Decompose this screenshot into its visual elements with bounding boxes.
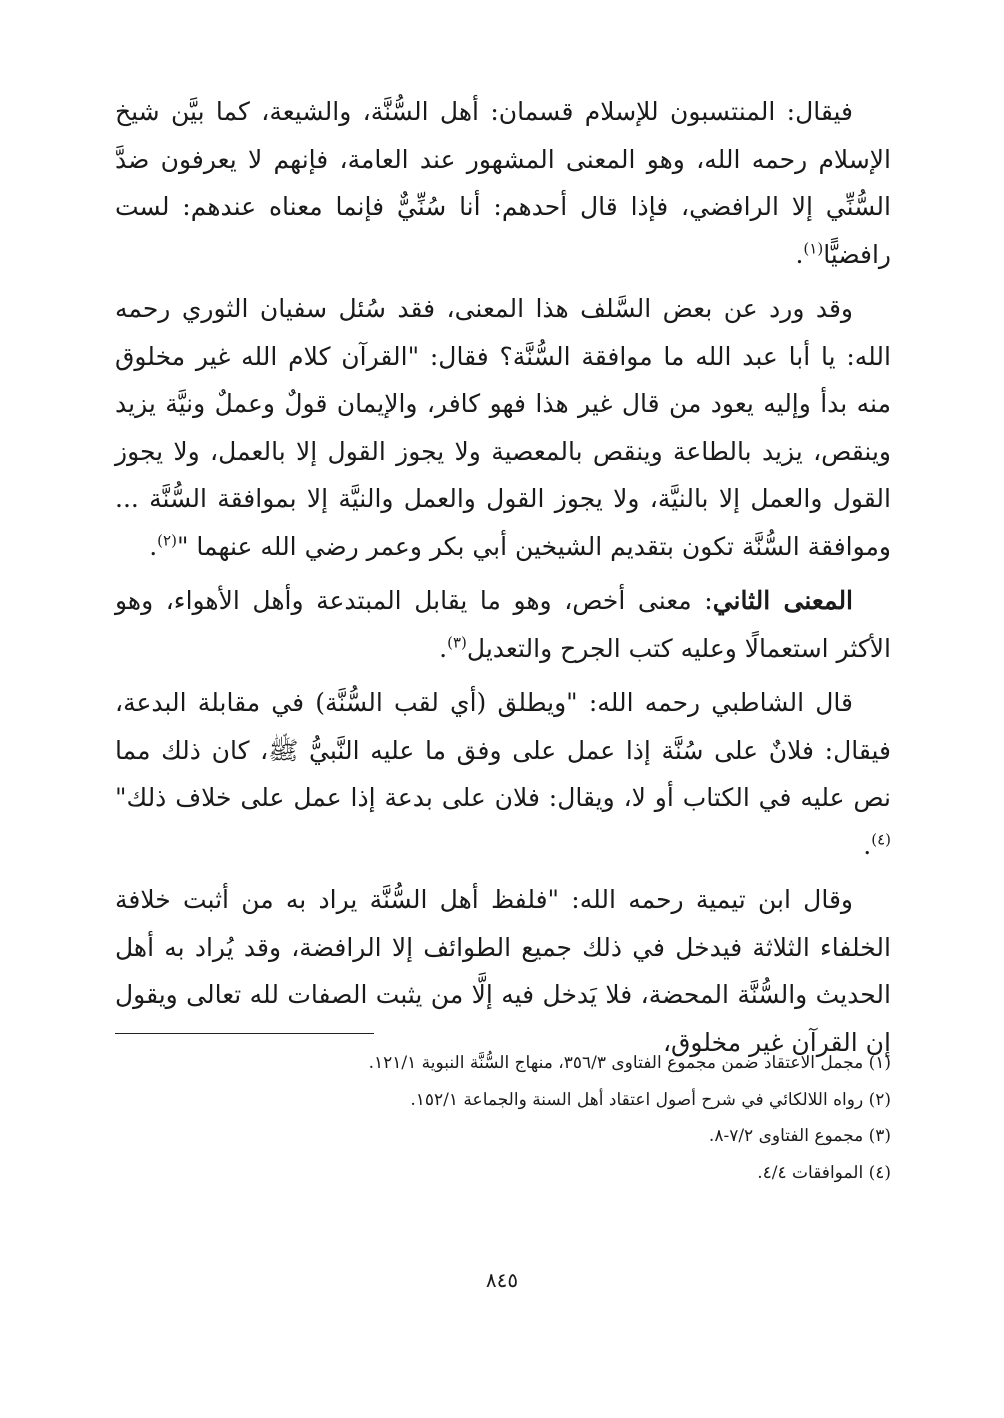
page-body — [115, 88, 891, 1073]
paragraph-text: فيقال: المنتسبون للإسلام قسمان: أهل السُّنَّة، والشيعة، كما بيَّن شيخ الإسلام رحمه الله، وهو المعنى المشهور عند العامة، فإنهم لا يعرفون ضدَّ السُّنِّي إلا الرافضي، فإذا قال أحدهم: أنا سُنِّيٌّ فإنما معناه عندهم: لست رافضيًّا — [115, 97, 891, 269]
paragraph-end: . — [795, 239, 804, 269]
paragraph-end: . — [439, 633, 448, 663]
footnote-separator — [115, 1033, 374, 1034]
paragraph-text: قال الشاطبي رحمه الله: "ويطلق (أي لقب السُّنَّة) في مقابلة البدعة، فيقال: فلانٌ على سُنَّة إذا عمل على وفق ما عليه النَّبيُّ ﷺ، كان ذلك مما نص عليه في الكتاب أو لا، ويقال: فلان على بدعة إذا عمل على خلاف ذلك" — [115, 688, 891, 812]
paragraph — [115, 679, 891, 869]
footnote-marker: (٤) — [871, 830, 891, 849]
paragraph — [115, 577, 891, 672]
footnote-marker: (٢) — [157, 531, 177, 550]
paragraph — [115, 88, 891, 278]
page-number: ٨٤٥ — [485, 1268, 519, 1292]
footnote-marker: (١) — [803, 239, 824, 258]
paragraph-text: : معنى أخص، وهو ما يقابل المبتدعة وأهل الأهواء، وهو الأكثر استعمالًا وعليه كتب الجرح والتعديل — [115, 586, 891, 663]
paragraph-end: . — [149, 531, 158, 561]
paragraph-text: وقال ابن تيمية رحمه الله: "فلفظ أهل السُّنَّة يراد به من أثبت خلافة الخلفاء الثلاثة فيدخل في ذلك جميع الطوائف إلا الرافضة، وقد يُراد به أهل الحديث والسُّنَّة المحضة، فلا يَدخل فيه إلَّا من يثبت الصفات لله تعالى ويقول إن القرآن غير مخلوق، — [115, 885, 891, 1057]
paragraph-lead: المعنى الثاني — [712, 586, 854, 615]
paragraph — [115, 285, 891, 570]
footnote-item: (١) مجمل الاعتقاد ضمن مجموع الفتاوى ٣٥٦/٣، منهاج السُّنَّة النبوية ١٢١/١. — [368, 1053, 891, 1073]
footnote-marker: (٣) — [447, 633, 467, 652]
footnote-item: (٣) مجموع الفتاوى ٧/٢-٨. — [708, 1126, 891, 1146]
paragraph-text: وقد ورد عن بعض السَّلف هذا المعنى، فقد سُئل سفيان الثوري رحمه الله: يا أبا عبد الله ما موافقة السُّنَّة؟ فقال: "القرآن كلام الله غير مخلوق منه بدأ وإليه يعود من قال غير هذا فهو كافر، والإيمان قولٌ وعملٌ ونيَّة يزيد وينقص، يزيد بالطاعة وينقص بالمعصية ولا يجوز القول إلا بالعمل، ولا يجوز القول والعمل إلا بالنيَّة، ولا يجوز القول والعمل والنيَّة إلا بموافقة السُّنَّة ... وموافقة السُّنَّة تكون بتقديم الشيخين أبي بكر وعمر رضي الله عنهما " — [115, 294, 891, 561]
paragraph-end: . — [863, 830, 872, 860]
footnote-list — [115, 1045, 891, 1191]
paragraph — [115, 876, 891, 1066]
footnote-item: (٤) الموافقات ٤/٤. — [757, 1162, 891, 1183]
footnote-item: (٢) رواه اللالكائي في شرح أصول اعتقاد أهل السنة والجماعة ١٥٢/١. — [410, 1089, 891, 1110]
